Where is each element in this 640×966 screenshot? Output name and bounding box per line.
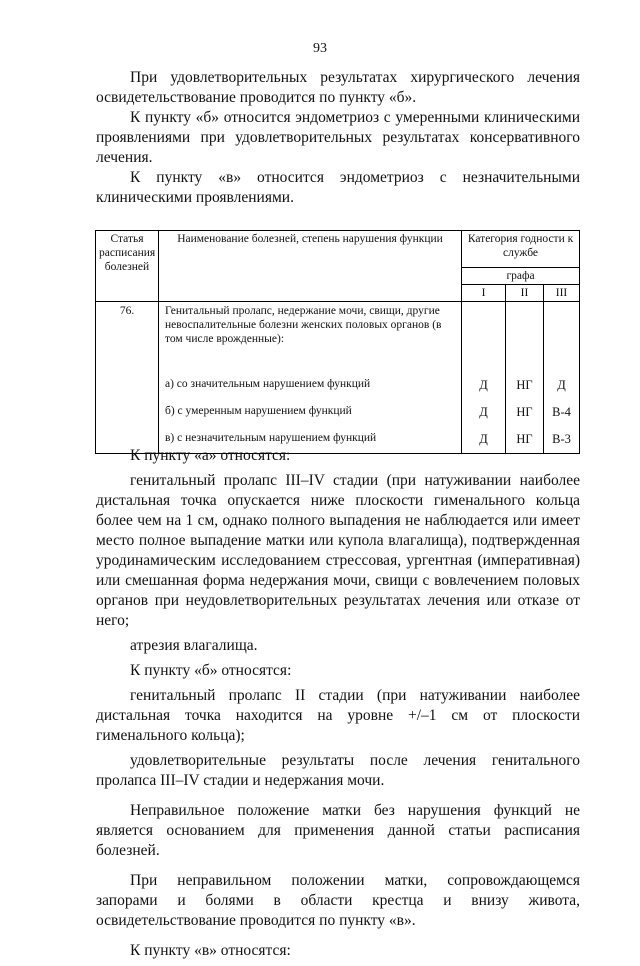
item-c-label: в) с незначительным нарушением функций: [165, 431, 377, 444]
intro-text: [96, 68, 580, 208]
value-a-1: Д: [479, 377, 488, 392]
value-c-3: В-3: [552, 431, 571, 446]
paragraph: Неправильное положение матки без нарушения функций не является основанием для применения данной статьи расписания болезней.: [96, 802, 580, 859]
item-b-label: б) с умеренным нарушением функций: [165, 404, 352, 417]
page-number: 93: [313, 41, 327, 56]
paragraph: К пункту «в» относятся:: [130, 942, 291, 959]
paragraph: При неправильном положении матки, сопровождающемся запорами и болями в области крестца и внизу живота, освидетельствование проводится по пункту «в».: [96, 872, 580, 929]
header-col-1: I: [462, 285, 506, 302]
value-b-1: Д: [479, 404, 488, 419]
disease-title: Генитальный пролапс, недержание мочи, свищи, другие невоспалительные болезни женских половых органов (в том числе врожденные):: [165, 305, 442, 345]
header-article: Статья расписания болезней: [96, 231, 159, 302]
item-a-label: а) со значительным нарушением функций: [165, 377, 371, 390]
value-b-3: В-4: [552, 404, 571, 419]
header-category: Категория годности к службе: [462, 231, 580, 268]
paragraph: генитальный пролапс III–IV стадии (при натуживании наиболее дистальная точка опускается ниже плоскости гименального кольца более чем на 1 см, однако полного выпадения не наблюдается или имеет место полное выпадение матки или купола влагалища), подтвержденная уродинамическим исследованием стрессовая, ургентная (императивная) или смешанная форма недержания мочи, свищи с вовлечением половых органов при неудовлетворительных результатах лечения или отказе от него;: [96, 472, 580, 629]
value-c-1: Д: [479, 431, 488, 446]
header-graph: графа: [462, 268, 580, 285]
paragraph: При удовлетворительных результатах хирургического лечения освидетельствование проводится по пункту «б».: [96, 69, 580, 106]
table-row: [96, 302, 580, 454]
value-a-3: Д: [557, 377, 566, 392]
header-name: Наименование болезней, степень нарушения функции: [159, 231, 462, 302]
paragraph: К пункту «в» относится эндометриоз с незначительными клиническими проявлениями.: [96, 169, 580, 206]
article-number: 76.: [96, 302, 159, 454]
value-c-2: НГ: [516, 431, 533, 446]
paragraph: К пункту «б» относится эндометриоз с умеренными клиническими проявлениями при удовлетворительных результатах консервативного лечения.: [96, 109, 580, 166]
explanatory-text: [96, 446, 580, 966]
paragraph: атрезия влагалища.: [130, 637, 258, 654]
header-col-3: III: [544, 285, 580, 302]
disease-schedule-table: [95, 230, 580, 454]
paragraph: К пункту «б» относятся:: [130, 662, 292, 679]
header-col-2: II: [506, 285, 544, 302]
paragraph: К пункту «а» относятся:: [130, 447, 291, 464]
value-b-2: НГ: [516, 404, 533, 419]
value-a-2: НГ: [516, 377, 533, 392]
paragraph: генитальный пролапс II стадии (при натуживании наиболее дистальная точка находится на уровне +/–1 см от плоскости гименального кольца);: [96, 687, 580, 744]
paragraph: удовлетворительные результаты после лечения генитального пролапса III–IV стадии и недержания мочи.: [96, 752, 580, 789]
